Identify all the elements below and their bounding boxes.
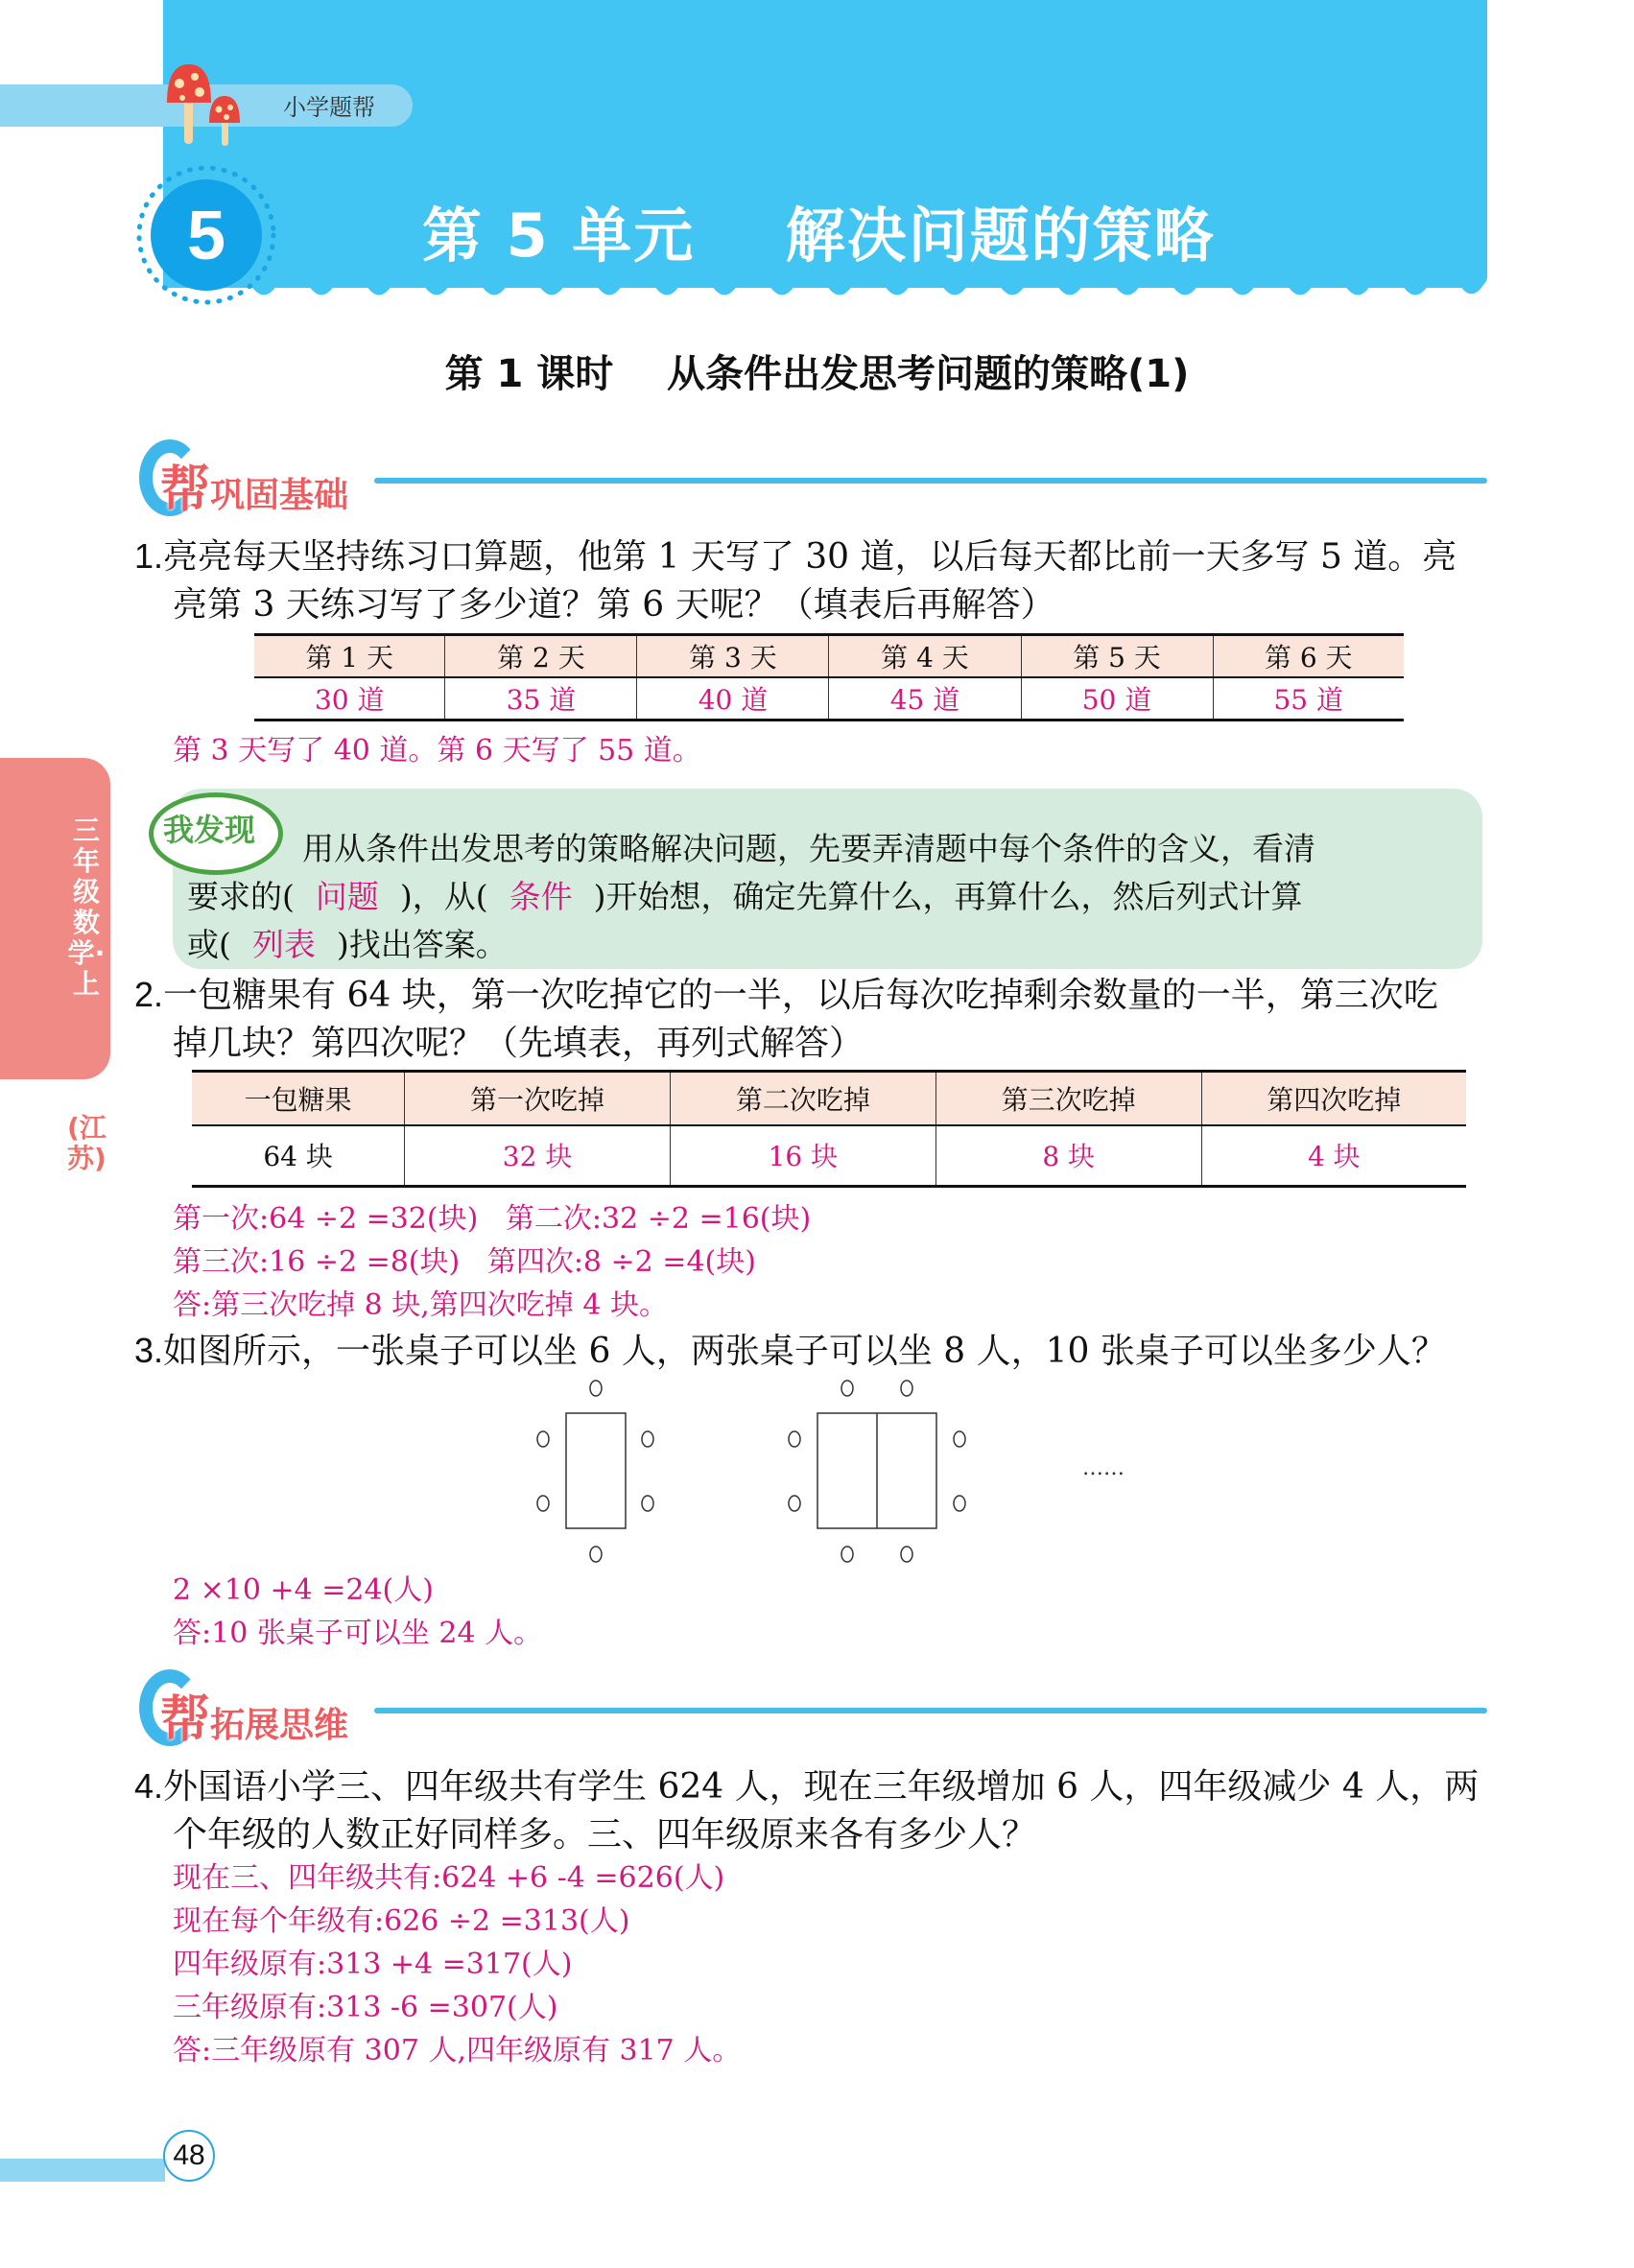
question-2-text-line2: 掉几块？第四次呢？（先填表，再列式解答） [173, 1024, 864, 1063]
question-2-answer-line: 第三次:16 ÷2 =8(块) 第四次:8 ÷2 =4(块) [173, 1245, 756, 1279]
question-4-text-line1: 外国语小学三、四年级共有学生 624 人，现在三年级增加 6 人，四年级减少 4 人，两 [163, 1767, 1480, 1807]
section-header-basics [139, 439, 1487, 519]
question-1: 1.亮亮每天坚持练习口算题，他第 1 天写了 30 道，以后每天都比前一天多写 5 道。亮 亮第 3 天练习写了多少道？第 6 天呢？（填表后再解答） [134, 532, 1497, 629]
question-3-text: 如图所示，一张桌子可以坐 6 人，两张桌子可以坐 8 人，10 张桌子可以坐多少人？ [163, 1332, 1446, 1371]
page-number: 48 [163, 2130, 215, 2182]
question-3-answer-line: 答:10 张桌子可以坐 24 人。 [173, 1617, 543, 1650]
lesson-title: 第 1 课时 从条件出发思考问题的策略(1) [444, 352, 1190, 396]
question-4-answer-line: 现在三、四年级共有:624 +6 -4 =626(人) [173, 1861, 725, 1895]
table-cell: 55 道 [1213, 677, 1404, 721]
table-header: 第 4 天 [829, 635, 1021, 678]
table-header: 第 1 天 [254, 635, 445, 678]
table-cell: 45 道 [829, 677, 1021, 721]
table-cell: 35 道 [445, 677, 637, 721]
svg-text:……: …… [1082, 1456, 1125, 1480]
table-header: 第 6 天 [1213, 635, 1404, 678]
question-1-answer: 第 3 天写了 40 道。第 6 天写了 55 道。 [173, 734, 701, 768]
section-badge: 帮 [160, 1691, 211, 1749]
question-2-answer-line: 答:第三次吃掉 8 块,第四次吃掉 4 块。 [173, 1288, 668, 1322]
page-number-band [0, 2159, 165, 2182]
question-2-answer-line: 第一次:64 ÷2 =32(块) 第二次:32 ÷2 =16(块) [173, 1202, 812, 1236]
svg-text:5: 5 [186, 198, 226, 274]
fill-blank: 问题 [315, 878, 379, 915]
table-header: 第 2 天 [445, 635, 637, 678]
question-4-answer-line: 三年级原有:313 -6 =307(人) [173, 1991, 558, 2024]
fill-blank: 条件 [509, 878, 573, 915]
table-cell: 30 道 [314, 684, 385, 716]
question-1-text-line2: 亮第 3 天练习写了多少道？第 6 天呢？（填表后再解答） [173, 585, 1055, 625]
table-cell: 50 道 [1021, 677, 1213, 721]
side-tab-region: (江苏) [67, 1112, 107, 1174]
table-cell: 40 道 [637, 677, 829, 721]
unit-number-badge [134, 163, 278, 307]
section-divider [374, 478, 1487, 484]
question-2: 2.一包糖果有 64 块，第一次吃掉它的一半，以后每次吃掉剩余数量的一半，第三次吃 掉几块？第四次呢？（先填表，再列式解答） [134, 971, 1497, 1068]
fill-blank: 列表 [251, 926, 316, 963]
unit-title: 第 5 单元 解决问题的策略 [422, 201, 1216, 271]
question-1-table [254, 633, 1404, 721]
table-cell: 64 块 [263, 1141, 333, 1173]
table-header: 一包糖果 [192, 1072, 405, 1125]
section-header-extension [139, 1669, 1487, 1749]
table-cell: 8 块 [935, 1125, 1201, 1187]
section-divider [374, 1708, 1487, 1713]
table-seating-diagram [518, 1377, 1171, 1573]
question-4-answer-line: 答:三年级原有 307 人,四年级原有 317 人。 [173, 2034, 742, 2067]
discover-text: 用从条件出发思考的策略解决问题，先要弄清题中每个条件的含义，看清 要求的( 问题 )，从( 条件 )开始想，确定先算什么，再算什么，然后列式计算 或( 列表 )找出答案。 [187, 825, 1473, 969]
table-cell: 32 块 [405, 1125, 671, 1187]
question-3-answer-line: 2 ×10 +4 =24(人) [173, 1573, 434, 1607]
question-3: 3.如图所示，一张桌子可以坐 6 人，两张桌子可以坐 8 人，10 张桌子可以坐多少人？ [134, 1331, 1446, 1371]
section-badge: 帮 [160, 461, 211, 519]
wave-border-decoration [163, 269, 1487, 307]
table-header: 第三次吃掉 [935, 1072, 1201, 1125]
question-2-table [192, 1070, 1466, 1188]
table-header: 第 3 天 [637, 635, 829, 678]
table-header: 第 5 天 [1021, 635, 1213, 678]
table-header: 第四次吃掉 [1201, 1072, 1466, 1125]
table-cell: 16 块 [670, 1125, 935, 1187]
question-4: 4.外国语小学三、四年级共有学生 624 人，现在三年级增加 6 人，四年级减少 4 人，两 个年级的人数正好同样多。三、四年级原来各有多少人？ [134, 1762, 1497, 1859]
discover-label: 我发现 [163, 812, 256, 848]
table-header: 第二次吃掉 [670, 1072, 935, 1125]
question-4-answer-line: 现在每个年级有:626 ÷2 =313(人) [173, 1904, 630, 1938]
question-4-text-line2: 个年级的人数正好同样多。三、四年级原来各有多少人？ [173, 1815, 1037, 1855]
side-tab-label: 三年级数学·上 [67, 815, 106, 1000]
brand-name: 小学题帮 [283, 94, 375, 121]
section-title: 巩固基础 [210, 476, 349, 515]
table-cell: 4 块 [1201, 1125, 1466, 1187]
section-title: 拓展思维 [210, 1706, 349, 1745]
question-4-answer-line: 四年级原有:313 +4 =317(人) [173, 1948, 573, 1981]
question-2-text-line1: 一包糖果有 64 块，第一次吃掉它的一半，以后每次吃掉剩余数量的一半，第三次吃 [163, 976, 1438, 1015]
table-header: 第一次吃掉 [405, 1072, 671, 1125]
question-1-text-line1: 亮亮每天坚持练习口算题，他第 1 天写了 30 道，以后每天都比前一天多写 5 道。亮 [163, 537, 1457, 577]
mushroom-logo-icon [163, 59, 273, 151]
